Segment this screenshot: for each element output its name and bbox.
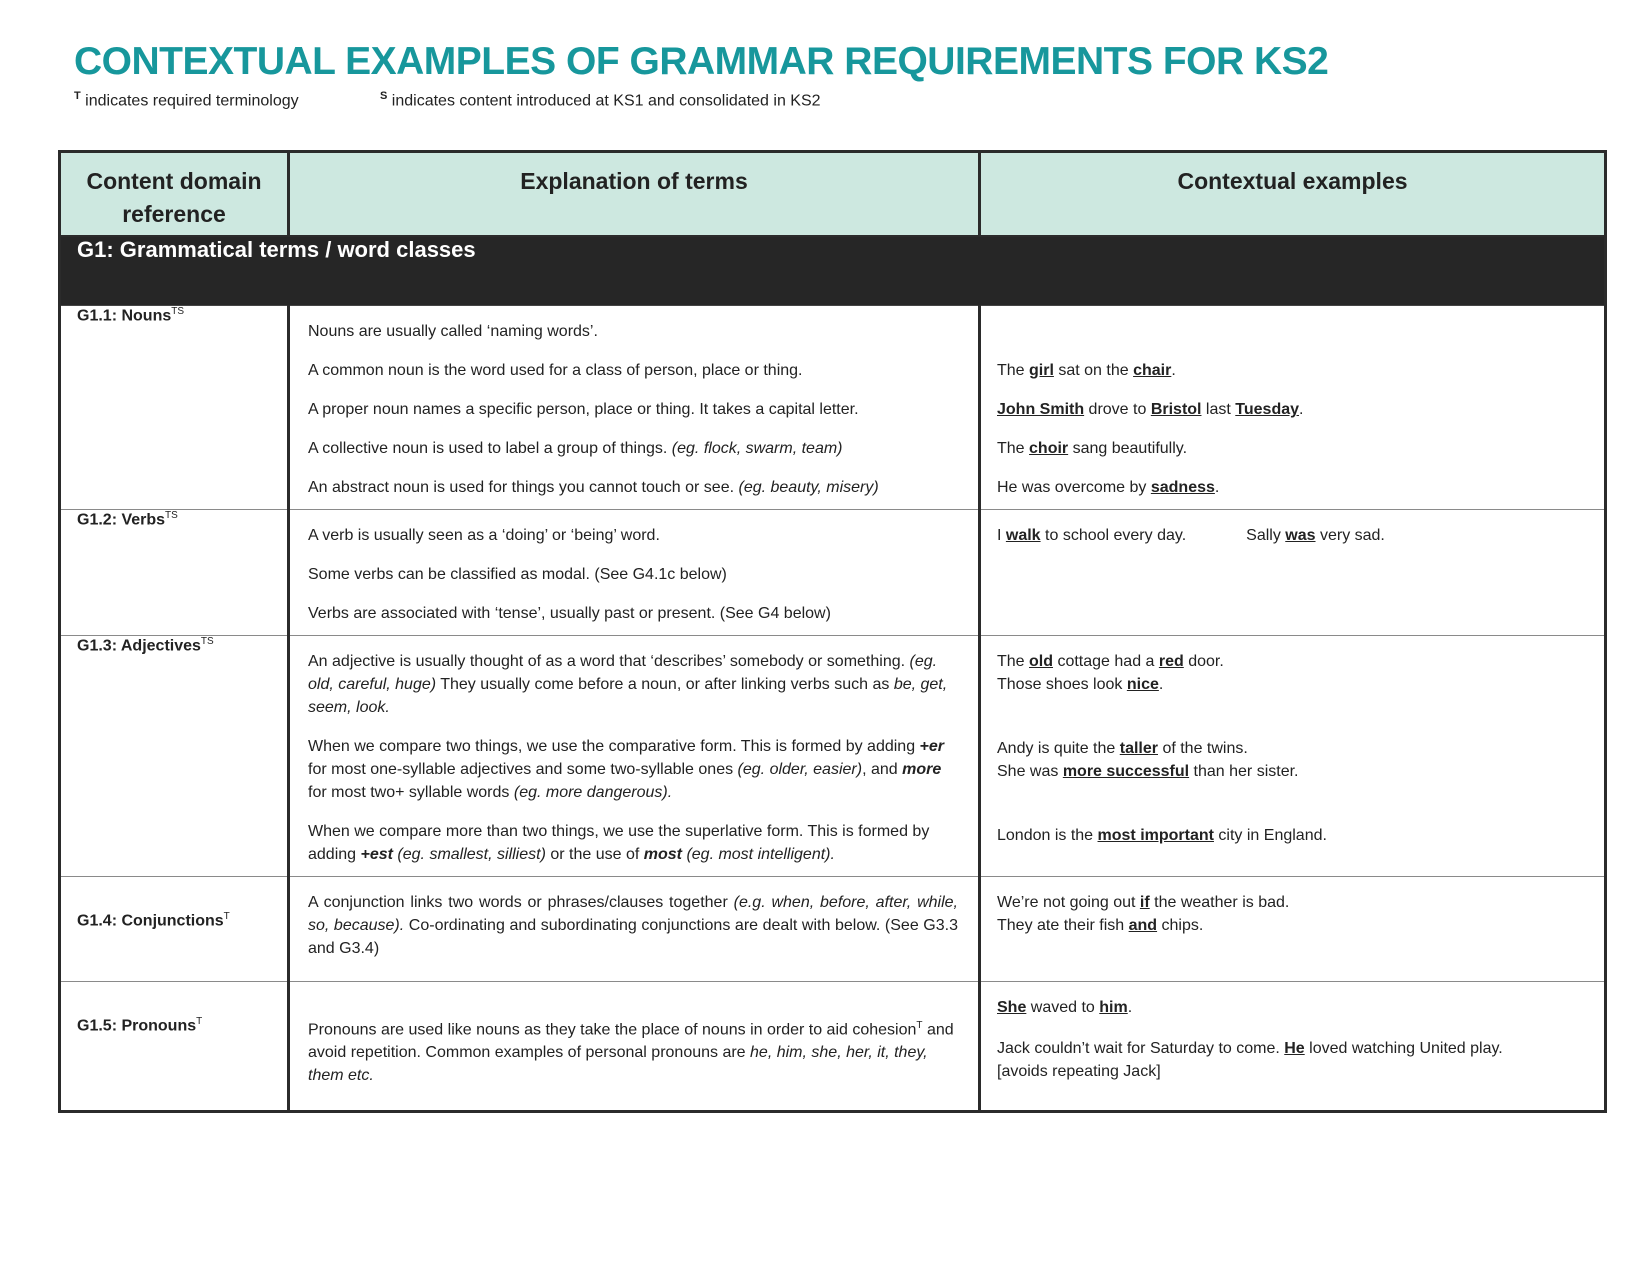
text-run: very sad. bbox=[1315, 527, 1385, 544]
text-run: We’re not going out bbox=[997, 894, 1140, 911]
example-italic: (e.g. when, before, after, while, so, because). bbox=[308, 894, 959, 934]
explanation-paragraph bbox=[308, 437, 958, 460]
example-line bbox=[997, 437, 1586, 460]
legend-t-mark: T bbox=[74, 90, 81, 102]
table-row-conjunctions bbox=[60, 877, 1606, 982]
text-run: They ate their fish bbox=[997, 917, 1129, 934]
example-italic: (eg. flock, swarm, team) bbox=[671, 440, 843, 457]
bold-italic-term: +er bbox=[919, 738, 945, 755]
ref-sup: T bbox=[223, 911, 230, 922]
keyword: Tuesday bbox=[1235, 401, 1300, 418]
keyword: and bbox=[1128, 917, 1158, 934]
text-run: The bbox=[997, 653, 1030, 670]
ref-sup: TS bbox=[165, 510, 178, 521]
legend-consolidated bbox=[380, 90, 821, 110]
keyword: nice bbox=[1126, 676, 1159, 693]
text-run: Those shoes look bbox=[997, 676, 1127, 693]
text-run: . bbox=[1127, 999, 1133, 1016]
keyword: John Smith bbox=[997, 401, 1085, 418]
text-run: city in England. bbox=[1213, 827, 1327, 844]
section-row bbox=[60, 236, 1606, 306]
text-run: to school every day. bbox=[1040, 527, 1187, 544]
examples-cell bbox=[980, 982, 1606, 1112]
text-run: Sally bbox=[1246, 527, 1286, 544]
bold-italic-term: more bbox=[902, 761, 942, 778]
header-content-domain: Content domain reference bbox=[60, 152, 289, 237]
text-run: for most one-syllable adjectives and some two-syllable ones bbox=[308, 761, 738, 778]
explanation-paragraph: A verb is usually seen as a ‘doing’ or ‘being’ word. bbox=[308, 527, 660, 544]
text-run: loved watching United play. bbox=[1304, 1040, 1503, 1057]
explanation-cell bbox=[289, 877, 980, 982]
explanation-paragraph bbox=[308, 735, 958, 804]
text-run: Co-ordinating and subordinating conjunctions are dealt with below. (See G3.3 and G3.4) bbox=[308, 917, 958, 957]
text-run: the weather is bad. bbox=[1149, 894, 1290, 911]
page-title: CONTEXTUAL EXAMPLES OF GRAMMAR REQUIREMENTS FOR KS2 bbox=[74, 40, 1329, 83]
text-run: chips. bbox=[1157, 917, 1204, 934]
ref-cell bbox=[60, 306, 289, 510]
explanation-paragraph: A proper noun names a specific person, place or thing. It takes a capital letter. bbox=[308, 401, 859, 418]
text-run: sat on the bbox=[1053, 362, 1134, 379]
example-note: [avoids repeating Jack] bbox=[997, 1063, 1161, 1080]
terminology-mark: T bbox=[916, 1020, 923, 1031]
legend-s-mark: S bbox=[380, 90, 388, 102]
examples-cell bbox=[980, 877, 1606, 982]
example-line bbox=[997, 760, 1586, 783]
table-row-nouns bbox=[60, 306, 1606, 510]
legend-t-text: indicates required terminology bbox=[80, 92, 299, 110]
ref-cell bbox=[60, 636, 289, 877]
bold-italic-term: most bbox=[643, 846, 682, 863]
ref-sup: TS bbox=[200, 636, 214, 647]
keyword: taller bbox=[1119, 740, 1158, 757]
example-line bbox=[997, 673, 1586, 696]
example-line bbox=[997, 737, 1586, 760]
examples-cell bbox=[980, 510, 1606, 636]
text-run: London is the bbox=[997, 827, 1098, 844]
example-italic: be, get, seem, look. bbox=[308, 676, 948, 716]
bold-italic-term: +est bbox=[360, 846, 393, 863]
text-run: last bbox=[1201, 401, 1236, 418]
example-line bbox=[997, 996, 1586, 1019]
explanation-paragraph: Some verbs can be classified as modal. (See G4.1c below) bbox=[308, 566, 727, 583]
example-line bbox=[997, 476, 1586, 499]
explanation-cell bbox=[289, 636, 980, 877]
example-line bbox=[997, 824, 1586, 847]
text-run: They usually come before a noun, or after linking verbs such as bbox=[436, 676, 894, 693]
text-run: . bbox=[1171, 362, 1176, 379]
text-run: sang beautifully. bbox=[1068, 440, 1188, 457]
ref-label: G1.4: Conjunctions bbox=[77, 912, 224, 930]
text-run: Andy is quite the bbox=[997, 740, 1120, 757]
text-run: than her sister. bbox=[1189, 763, 1299, 780]
text-run: An adjective is usually thought of as a word that ‘describes’ somebody or something. bbox=[308, 653, 910, 670]
keyword: walk bbox=[1005, 527, 1041, 544]
text-run: When we compare two things, we use the comparative form. This is formed by adding bbox=[308, 738, 920, 755]
example-italic: (eg. old, careful, huge) bbox=[308, 653, 938, 693]
explanation-paragraph: A common noun is the word used for a class of person, place or thing. bbox=[308, 362, 803, 379]
text-run: The bbox=[997, 362, 1030, 379]
text-run: door. bbox=[1183, 653, 1224, 670]
text-run: The bbox=[997, 440, 1030, 457]
text-run: waved to bbox=[1026, 999, 1100, 1016]
example-line bbox=[997, 524, 1586, 547]
text-run: . bbox=[1299, 401, 1304, 418]
text-run: , and bbox=[862, 761, 903, 778]
keyword: most important bbox=[1097, 827, 1214, 844]
keyword: him bbox=[1099, 999, 1128, 1016]
explanation-paragraph: Verbs are associated with ‘tense’, usually past or present. (See G4 below) bbox=[308, 605, 831, 622]
table-row-pronouns bbox=[60, 982, 1606, 1112]
section-title: G1: Grammatical terms / word classes bbox=[60, 236, 1606, 306]
example-italic: he, him, she, her, it, they, them etc. bbox=[308, 1044, 928, 1085]
keyword: sadness bbox=[1150, 479, 1215, 496]
text-run: . bbox=[1214, 479, 1220, 496]
example-italic: (eg. smallest, silliest) bbox=[397, 846, 546, 863]
text-run: Jack couldn’t wait for Saturday to come. bbox=[997, 1040, 1285, 1057]
explanation-cell bbox=[289, 982, 980, 1112]
text-run: An abstract noun is used for things you cannot touch or see. bbox=[308, 479, 739, 496]
ref-sup: T bbox=[196, 1016, 203, 1027]
grammar-table bbox=[58, 150, 1607, 1113]
ref-sup: TS bbox=[171, 306, 185, 317]
explanation-paragraph bbox=[308, 650, 958, 719]
example-line bbox=[997, 1037, 1586, 1060]
text-run: A conjunction links two words or phrases/clauses together bbox=[308, 894, 734, 911]
ref-label: G1.5: Pronouns bbox=[77, 1017, 197, 1035]
text-run: He was overcome by bbox=[997, 479, 1151, 496]
table-row-adjectives bbox=[60, 636, 1606, 877]
explanation-paragraph bbox=[308, 1014, 958, 1087]
explanation-paragraph: Nouns are usually called ‘naming words’. bbox=[308, 323, 598, 340]
text-run: I bbox=[997, 527, 1006, 544]
text-run: drove to bbox=[1084, 401, 1151, 418]
example-italic: (eg. beauty, misery) bbox=[738, 479, 879, 496]
keyword: girl bbox=[1029, 362, 1054, 379]
text-run: Pronouns are used like nouns as they take the place of nouns in order to aid cohesion bbox=[308, 1021, 917, 1039]
ref-cell bbox=[60, 510, 289, 636]
text-run: A collective noun is used to label a group of things. bbox=[308, 440, 672, 457]
text-run: When we compare more than two things, we use the superlative form. This is formed by adding bbox=[308, 823, 930, 863]
example-line bbox=[997, 650, 1586, 673]
examples-cell bbox=[980, 636, 1606, 877]
example-line bbox=[997, 398, 1586, 421]
explanation-paragraph bbox=[308, 476, 958, 499]
ref-cell bbox=[60, 982, 289, 1112]
example-italic: (eg. more dangerous). bbox=[513, 784, 673, 801]
keyword: He bbox=[1284, 1040, 1305, 1057]
keyword: was bbox=[1285, 527, 1316, 544]
ref-label: G1.3: Adjectives bbox=[77, 637, 201, 655]
table-row-verbs bbox=[60, 510, 1606, 636]
legend-terminology bbox=[74, 90, 299, 110]
ref-label: G1.2: Verbs bbox=[77, 511, 166, 529]
ref-cell bbox=[60, 877, 289, 982]
legend-s-text: indicates content introduced at KS1 and consolidated in KS2 bbox=[387, 92, 821, 110]
example-line bbox=[997, 914, 1586, 937]
text-run: She was bbox=[997, 763, 1063, 780]
ref-label: G1.1: Nouns bbox=[77, 307, 172, 325]
example-italic: (eg. older, easier) bbox=[737, 761, 863, 778]
text-run: of the twins. bbox=[1158, 740, 1248, 757]
keyword: chair bbox=[1133, 362, 1172, 379]
keyword: more successful bbox=[1062, 763, 1190, 780]
keyword: if bbox=[1139, 894, 1150, 911]
keyword: red bbox=[1158, 653, 1184, 670]
example-italic: (eg. most intelligent). bbox=[686, 846, 835, 863]
example-line bbox=[997, 359, 1586, 382]
explanation-cell bbox=[289, 306, 980, 510]
header-row bbox=[60, 152, 1606, 237]
text-run: . bbox=[1158, 676, 1164, 693]
text-run: for most two+ syllable words bbox=[308, 784, 514, 801]
header-explanation: Explanation of terms bbox=[289, 152, 980, 237]
example-line bbox=[997, 891, 1586, 914]
keyword: Bristol bbox=[1150, 401, 1202, 418]
keyword: She bbox=[997, 999, 1027, 1016]
text-run: cottage had a bbox=[1053, 653, 1159, 670]
keyword: choir bbox=[1029, 440, 1069, 457]
text-run: or the use of bbox=[545, 846, 644, 863]
explanation-paragraph bbox=[308, 891, 958, 960]
header-examples: Contextual examples bbox=[980, 152, 1606, 237]
examples-cell bbox=[980, 306, 1606, 510]
keyword: old bbox=[1029, 653, 1054, 670]
explanation-cell bbox=[289, 510, 980, 636]
text-run: and avoid repetition. Common examples of personal pronouns are bbox=[308, 1021, 954, 1062]
explanation-paragraph bbox=[308, 820, 958, 866]
